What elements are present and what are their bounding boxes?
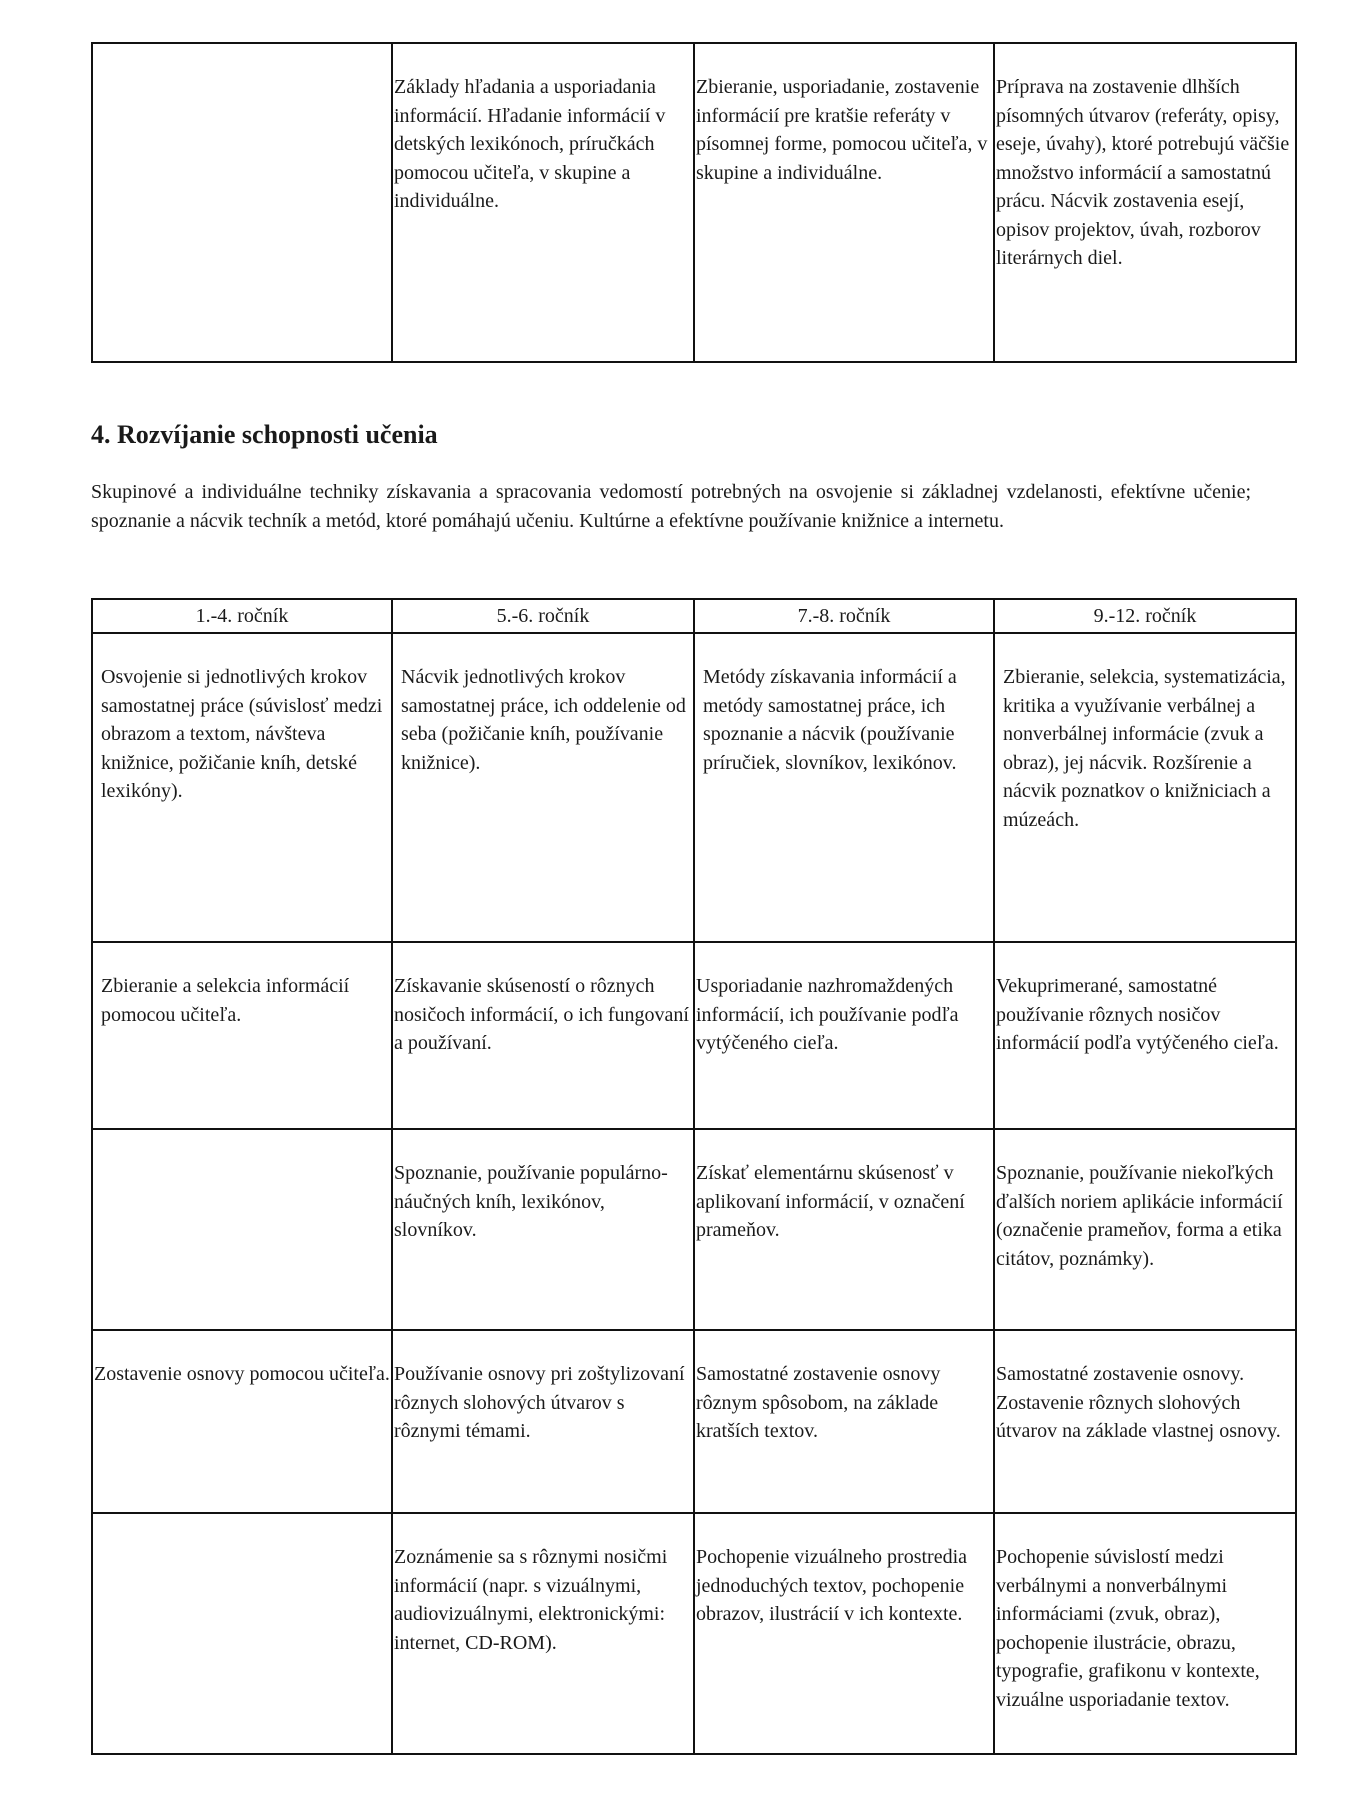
table-cell: Usporiadanie nazhromaždených informácií, ich používanie podľa vytýčeného cieľa. [694, 942, 994, 1129]
table-cell: Získať elementárnu skúsenosť v aplikovaní informácií, v označení prameňov. [694, 1129, 994, 1330]
continued-table [91, 42, 1297, 363]
column-header: 9.-12. ročník [994, 599, 1296, 633]
table-row [92, 1129, 1296, 1330]
table-cell: Zbieranie a selekcia informácií pomocou učiteľa. [92, 942, 392, 1129]
section-heading: 4. Rozvíjanie schopnosti učenia [91, 420, 438, 449]
table-cell: Pochopenie vizuálneho prostredia jednoduchých textov, pochopenie obrazov, ilustrácií v ich kontexte. [694, 1513, 994, 1754]
table-cell: Metódy získavania informácií a metódy samostatnej práce, ich spoznanie a nácvik (používanie príručiek, slovníkov, lexikónov. [694, 633, 994, 942]
table-cell [92, 1129, 392, 1330]
table-cell: Zoznámenie sa s rôznymi nosičmi informácií (napr. s vizuálnymi, audiovizuálnymi, elektronickými: internet, CD-ROM). [392, 1513, 694, 1754]
table-cell: Získavanie skúseností o rôznych nosičoch informácií, o ich fungovaní a používaní. [392, 942, 694, 1129]
column-header: 1.-4. ročník [92, 599, 392, 633]
table-row [92, 43, 1296, 362]
table-cell: Nácvik jednotlivých krokov samostatnej práce, ich oddelenie od seba (požičanie kníh, používanie knižnice). [392, 633, 694, 942]
table-cell: Zostavenie osnovy pomocou učiteľa. [92, 1330, 392, 1513]
table-row [92, 1330, 1296, 1513]
curriculum-table [91, 598, 1297, 1755]
table-cell: Zbieranie, selekcia, systematizácia, kritika a využívanie verbálnej a nonverbálnej informácie (zvuk a obraz), jej nácvik. Rozšírenie a nácvik poznatkov o knižniciach a múzeách. [994, 633, 1296, 942]
table-cell: Samostatné zostavenie osnovy rôznym spôsobom, na základe kratších textov. [694, 1330, 994, 1513]
table-cell: Používanie osnovy pri zoštylizovaní rôznych slohových útvarov s rôznymi témami. [392, 1330, 694, 1513]
table-header-row [92, 599, 1296, 633]
table-cell: Osvojenie si jednotlivých krokov samostatnej práce (súvislosť medzi obrazom a textom, návšteva knižnice, požičanie kníh, detské lexikóny). [92, 633, 392, 942]
table-cell: Spoznanie, používanie niekoľkých ďalších noriem aplikácie informácií (označenie prameňov, forma a etika citátov, poznámky). [994, 1129, 1296, 1330]
table-cell [92, 43, 392, 362]
table-cell: Základy hľadania a usporiadania informácií. Hľadanie informácií v detských lexikónoch, príručkách pomocou učiteľa, v skupine a individuálne. [392, 43, 694, 362]
table-row [92, 942, 1296, 1129]
table-cell: Príprava na zostavenie dlhších písomných útvarov (referáty, opisy, eseje, úvahy), ktoré potrebujú väčšie množstvo informácií a samostatnú prácu. Nácvik zostavenia esejí, opisov projektov, úvah, rozborov literárnych diel. [994, 43, 1296, 362]
table-cell: Vekuprimerané, samostatné používanie rôznych nosičov informácií podľa vytýčeného cieľa. [994, 942, 1296, 1129]
table-row [92, 633, 1296, 942]
column-header: 5.-6. ročník [392, 599, 694, 633]
table-row [92, 1513, 1296, 1754]
table-cell: Samostatné zostavenie osnovy. Zostavenie rôznych slohových útvarov na základe vlastnej osnovy. [994, 1330, 1296, 1513]
table-cell: Spoznanie, používanie populárno-náučných kníh, lexikónov, slovníkov. [392, 1129, 694, 1330]
table-cell [92, 1513, 392, 1754]
table-cell: Pochopenie súvislostí medzi verbálnymi a nonverbálnymi informáciami (zvuk, obraz), pochopenie ilustrácie, obrazu, typografie, grafikonu v kontexte, vizuálne usporiadanie textov. [994, 1513, 1296, 1754]
column-header: 7.-8. ročník [694, 599, 994, 633]
section-intro: Skupinové a individuálne techniky získavania a spracovania vedomostí potrebných na osvojenie si základnej vzdelanosti, efektívne učenie; spoznanie a nácvik techník a metód, ktoré pomáhajú učeniu. Kultúrne a efektívne používanie knižnice a internetu. [91, 481, 1251, 532]
table-cell: Zbieranie, usporiadanie, zostavenie informácií pre kratšie referáty v písomnej forme, pomocou učiteľa, v skupine a individuálne. [694, 43, 994, 362]
